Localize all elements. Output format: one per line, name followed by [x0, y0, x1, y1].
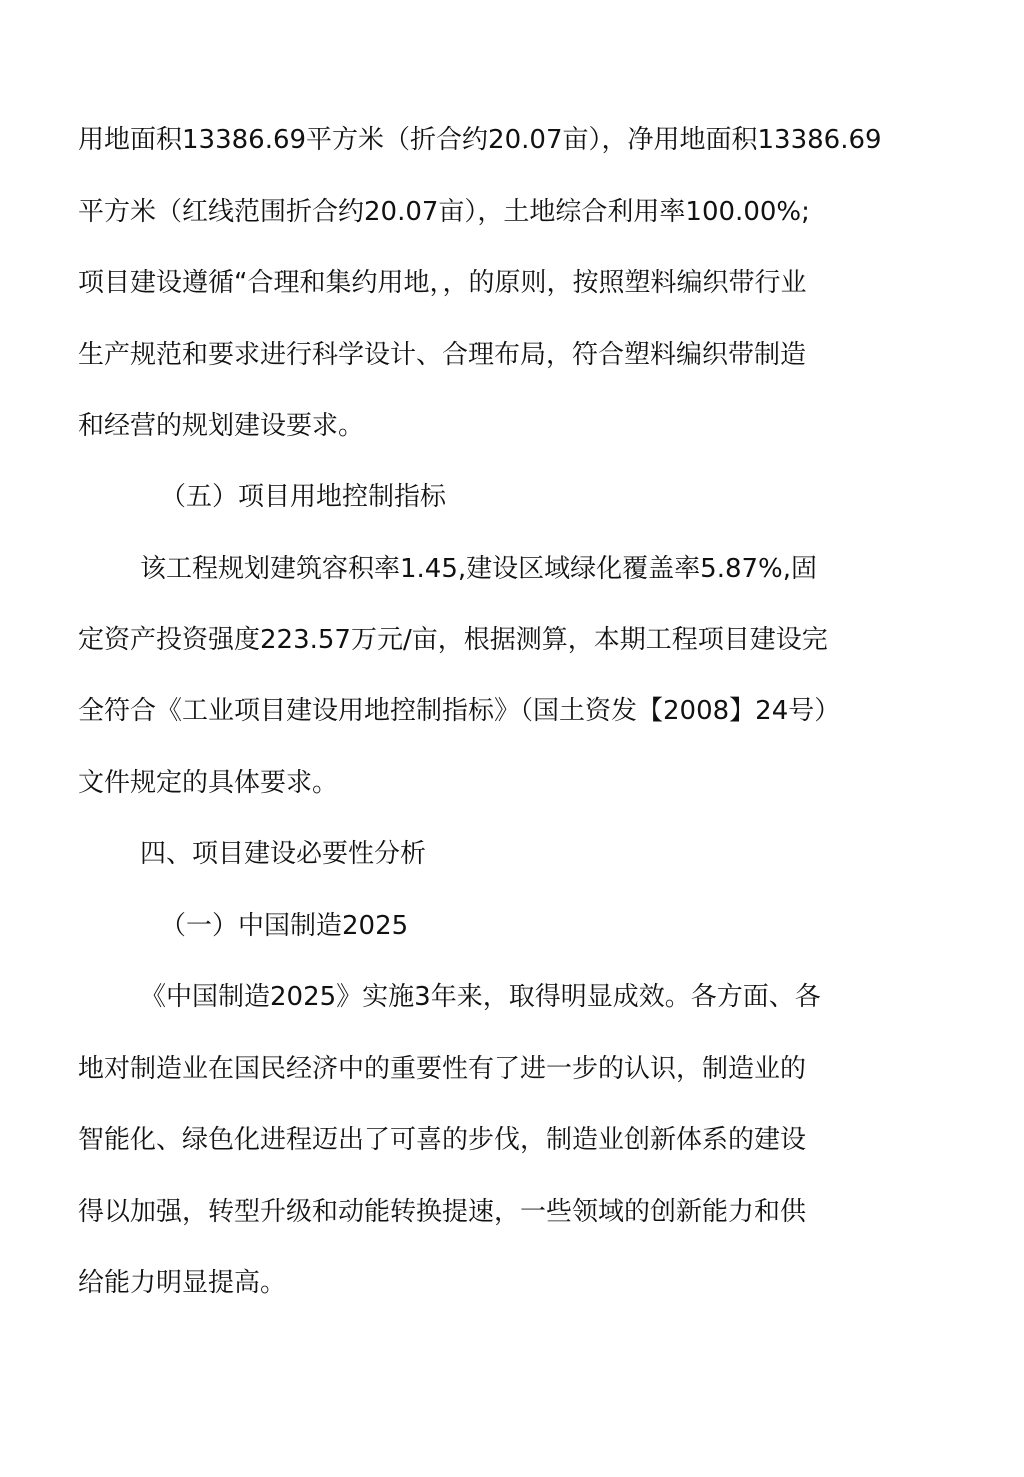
paragraph-line-9: 文件规定的具体要求。: [78, 768, 339, 798]
paragraph-line-1: 用地面积13386.69平方米（折合约20.07亩），净用地面积13386.69: [78, 125, 882, 155]
paragraph-line-4: 生产规范和要求进行科学设计、合理布局，符合塑料编织带制造: [78, 340, 807, 370]
paragraph-line-13: 得以加强，转型升级和动能转换提速，一些领域的创新能力和供: [78, 1197, 807, 1227]
section-heading-1: （一）中国制造2025: [160, 911, 409, 941]
paragraph-line-3: 项目建设遵循“合理和集约用地，，的原则，按照塑料编织带行业: [78, 268, 807, 298]
paragraph-line-7: 定资产投资强度223.57万元/亩，根据测算，本期工程项目建设完: [78, 625, 828, 655]
paragraph-line-5: 和经营的规划建设要求。: [78, 411, 365, 441]
section-heading-5: （五）项目用地控制指标: [160, 482, 447, 512]
paragraph-line-6: 该工程规划建筑容积率1.45,建设区域绿化覆盖率5.87%,固: [140, 554, 818, 584]
paragraph-line-10: 《中国制造2025》实施3年来，取得明显成效。各方面、各: [140, 982, 821, 1012]
paragraph-line-12: 智能化、绿色化进程迈出了可喜的步伐，制造业创新体系的建设: [78, 1125, 807, 1155]
paragraph-line-11: 地对制造业在国民经济中的重要性有了进一步的认识，制造业的: [78, 1054, 807, 1084]
section-heading-4: 四、项目建设必要性分析: [140, 839, 427, 869]
paragraph-line-14: 给能力明显提高。: [78, 1268, 287, 1298]
paragraph-line-2: 平方米（红线范围折合约20.07亩），土地综合利用率100.00%;: [78, 197, 810, 227]
paragraph-line-8: 全符合《工业项目建设用地控制指标》（国土资发【2008】24号）: [78, 696, 841, 726]
